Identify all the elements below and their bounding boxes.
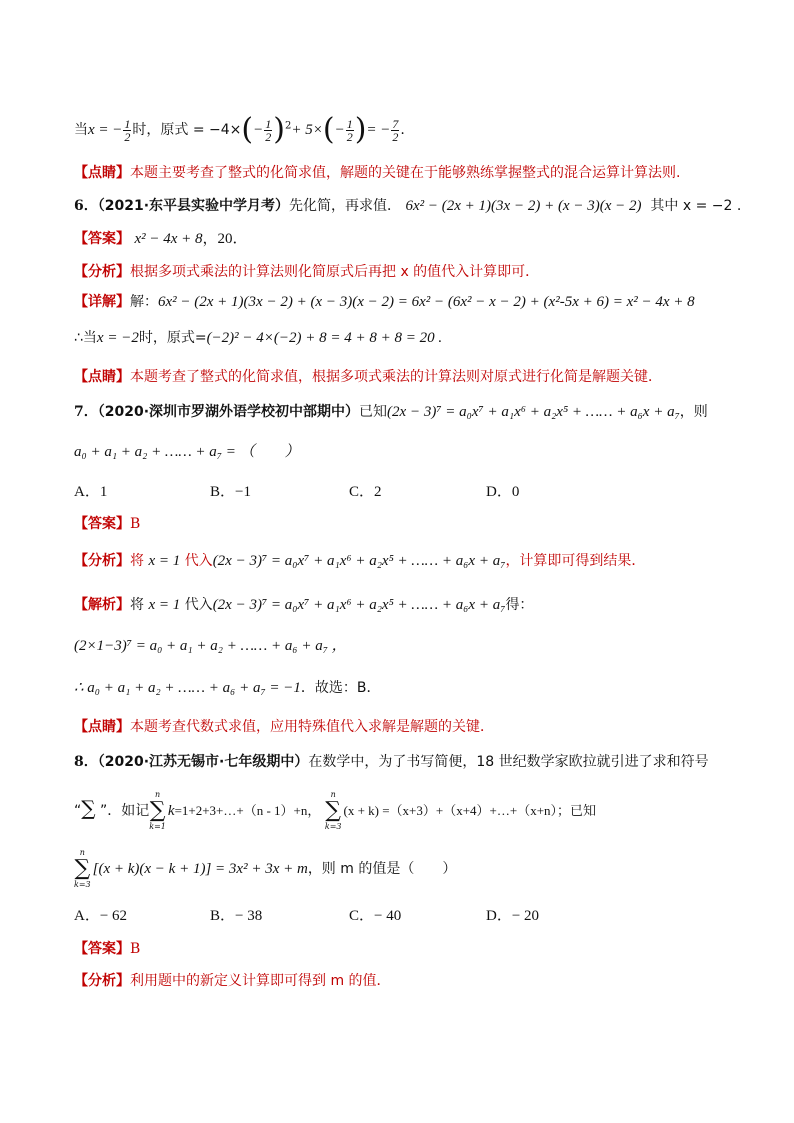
option-a: A．− 62 [74, 908, 128, 924]
tag-answer: 【答案】 [74, 231, 130, 247]
fraction-half: $\frac{1}{2}$ [124, 116, 131, 144]
tag-fenxi: 【分析】 [74, 264, 130, 280]
option-b: B．− 38 [210, 908, 263, 924]
comment-q5 [74, 163, 680, 183]
answer-value: B [130, 516, 141, 532]
substitute-q6: ∴当x = −2时，原式=(−2)² − 4×(−2) + 8 = 4 + 8 + 8 = 20 . [74, 330, 443, 346]
therefore-text: ∴当 [74, 330, 97, 346]
option-c: C．− 40 [349, 908, 402, 924]
answer-expr: x² − 4x + 8 [134, 231, 203, 247]
sum-k3: n ∑ k=3 [324, 790, 342, 831]
comment-q6: 【点睛】本题考查了整式的化简求值，根据多项式乘法的计算法则对原式进行化简是解题关键． [74, 369, 662, 385]
question-condition: 其中 x = −2 . [650, 198, 742, 214]
question-expression: (2x − 3)⁷ = a₀x⁷ + a₁x⁶ + a₂x⁵ + …… + a₆x + a₇ [387, 404, 680, 420]
fraction-half-2: $\frac{1}{2}$ [265, 116, 272, 144]
sum-k1: n ∑ k=1 [149, 790, 166, 831]
option-d: D．0 [486, 484, 520, 500]
detail-lead: 解： [130, 294, 158, 310]
tag-dianjing: 【点睛】 [74, 165, 130, 181]
substitute-expression: (−2)² − 4×(−2) + 8 = 4 + 8 + 8 = 20 . [206, 330, 443, 346]
question-7: 7．（2020·深圳市罗湖外语学校初中部期中）已知(2x − 3)⁷ = a₀x⁷ + a₁x⁶ + a₂x⁵ + …… + a₆x + a₇，则 [74, 404, 708, 420]
answer-value: ，20． [202, 231, 248, 247]
option-a: A．1 [74, 484, 108, 500]
options-q8 [74, 906, 574, 928]
answer-q7: 【答案】B [74, 516, 141, 532]
question-source: （2021·东平县实验中学月考） [97, 198, 290, 214]
question-expression: [(x + k)(x − k + 1)] = 3x² + 3x + m [92, 861, 308, 877]
solution-line-q5: 当x = − $\frac{1}{2}$ 时，原式 = −4×(− $\frac{1}{2}$ )$^2$+ 5×(− $\frac{1}{2}$ )= − $\frac{7}{2}$ . [74, 112, 405, 147]
comment-text: 本题考查了整式的化简求值，根据多项式乘法的计算法则对原式进行化简是解题关键． [130, 369, 662, 385]
question-7-line2: a₀ + a₁ + a₂ + …… + a₇ = （ ） [74, 444, 300, 460]
detail-expression: 6x² − (2x + 1)(3x − 2) + (x − 3)(x − 2) = 6x² − (6x² − x − 2) + (x²-5x + 6) = x² − 4x + 8 [158, 294, 695, 310]
sum-k3-b: n ∑ k=3 [74, 848, 91, 889]
detail-q6 [74, 292, 695, 312]
math-cond: x = − [88, 122, 123, 138]
fraction-half-3: $\frac{1}{2}$ [346, 116, 353, 144]
analysis-q6 [74, 262, 539, 282]
text-when: 当 [74, 122, 88, 138]
text-original: 时，原式 = −4× [132, 122, 242, 138]
comment-text: 本题考查代数式求值，应用特殊值代入求解是解题的关键． [130, 719, 494, 735]
question-text: 先化简，再求值． [289, 198, 402, 214]
comment-q7: 【点睛】本题考查代数式求值，应用特殊值代入求解是解题的关键． [74, 719, 494, 735]
analysis-q7: 【分析】将 x = 1 代入(2x − 3)⁷ = a₀x⁷ + a₁x⁶ + a₂x⁵ + …… + a₆x + a₇，计算即可得到结果． [74, 553, 646, 569]
answer-q6 [74, 229, 248, 249]
question-8: 8．（2020·江苏无锡市·七年级期中）在数学中，为了书写简便，18 世纪数学家欧拉就引进了求和符号 [74, 754, 709, 770]
option-b: B．−1 [210, 484, 251, 500]
option-c: C．2 [349, 484, 382, 500]
analysis-text: 根据多项式乘法的计算法则化简原式后再把 x 的值代入计算即可． [130, 264, 540, 280]
question-number: 6． [74, 198, 98, 214]
options-q7 [74, 482, 574, 504]
answer-q8: 【答案】B [74, 941, 141, 957]
question-expression: 6x² − (2x + 1)(3x − 2) + (x − 3)(x − 2) [405, 198, 642, 214]
option-d: D．− 20 [486, 908, 540, 924]
question-8-line2: “∑ ”．如记 n ∑ k=1 k=1+2+3+…+（n - 1）+n， n ∑ k=3 (x + k) =（x+3）+（x+4）+…+（x+n）；已知 [74, 790, 597, 831]
solution-q7-step3: ∴ a₀ + a₁ + a₂ + …… + a₆ + a₇ = −1．故选：B． [74, 680, 381, 696]
analysis-text: 利用题中的新定义计算即可得到 m 的值． [130, 973, 391, 989]
comment-text: 本题主要考查了整式的化简求值，解题的关键在于能够熟练掌握整式的混合运算计算法则. [130, 165, 681, 181]
sigma-symbol: ∑ [81, 796, 96, 820]
tag-jiexi: 【解析】 [74, 597, 130, 613]
fraction-result: $\frac{7}{2}$ [392, 116, 399, 144]
solution-q7-step2: (2×1−3)⁷ = a₀ + a₁ + a₂ + …… + a₆ + a₇ ， [74, 638, 347, 654]
answer-value: B [130, 941, 141, 957]
solution-q7: 【解析】将 x = 1 代入(2x − 3)⁷ = a₀x⁷ + a₁x⁶ + a₂x⁵ + …… + a₆x + a₇得： [74, 597, 534, 613]
tag-xiangjie: 【详解】 [74, 294, 130, 310]
analysis-q8: 【分析】利用题中的新定义计算即可得到 m 的值． [74, 973, 391, 989]
question-8-line3: n ∑ k=3 [(x + k)(x − k + 1)] = 3x² + 3x + m，则 m 的值是（ ） [74, 848, 457, 889]
question-6 [74, 196, 741, 216]
